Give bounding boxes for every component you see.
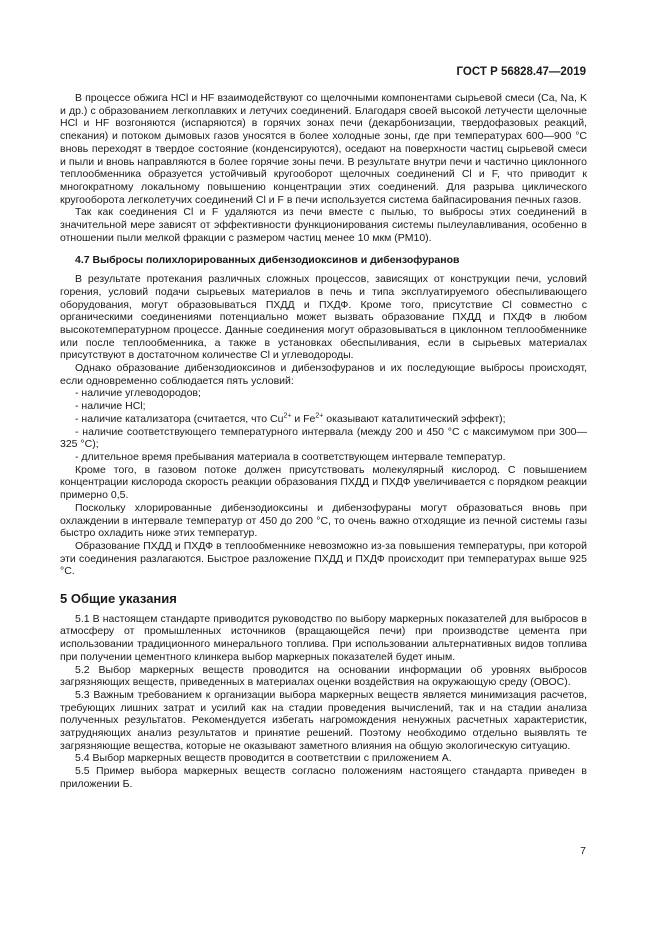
list-item: - длительное время пребывания материала в соответствующем интервале температур. bbox=[75, 450, 506, 463]
list-item: - наличие соответствующего температурного интервала (между 200 и 450 °С с максимумом при 300—325 °С); bbox=[60, 425, 587, 451]
list-item: - наличие HCl; bbox=[75, 400, 146, 413]
paragraph: Так как соединения Cl и F удаляются из печи вместе с пылью, то выбросы этих соединений в значительной мере зависят от эффективности функционирования системы пылеулавливания, особенно в отношении пыли мелкой фракции с размером частиц менее 10 мкм (PM10). bbox=[60, 206, 587, 244]
paragraph: 5.3 Важным требованием к организации выбора маркерных веществ является минимизация расчетов, требующих лишних затрат и усилий как на стадии проведения вычислений, так и на стадии анализа полученных результатов. Рекомендуется избегать нагромождения ненужных расчетных характеристик, затрудняющих анализ результатов и принятие решений. Поэтому необходимо отдельно выявлять те загрязняющие вещества, которые не оказывают заметного влияния на общую экологическую ситуацию. bbox=[60, 688, 587, 752]
paragraph: Однако образование дибензодиоксинов и дибензофуранов и их последующие выбросы происходят, если одновременно соблюдается пять условий: bbox=[60, 362, 587, 387]
paragraph: 5.2 Выбор маркерных веществ проводится на основании информации об уровнях выбросов загрязняющих веществ, приведенных в материалах оценки воздействия на окружающую среду (ОВОС). bbox=[60, 663, 587, 689]
paragraph: Поскольку хлорированные дибензодиоксины и дибензофураны могут образоваться вновь при охлаждении в интервале температур от 450 до 200 °С, то очень важно отходящие из печной системы газы быстро охладить ниже этих температур. bbox=[60, 501, 587, 540]
superscript: 2+ bbox=[315, 412, 324, 420]
list-item-text: - наличие катализатора (считается, что Cu bbox=[75, 412, 284, 425]
paragraph: 5.4 Выбор маркерных веществ проводится в соответствии с приложением А. bbox=[75, 752, 452, 765]
paragraph: 5.5 Пример выбора маркерных веществ согласно положениям настоящего стандарта приведен в приложении Б. bbox=[60, 765, 587, 790]
section-5-heading: 5 Общие указания bbox=[60, 591, 177, 607]
list-item-text: оказывают каталитический эффект); bbox=[323, 412, 506, 425]
paragraph: 5.1 В настоящем стандарте приводится руководство по выбору маркерных показателей для выбросов в атмосферу от промышленных источников (вращающейся печи) при производстве цемента при использовании традиционного минерального топлива. При использовании альтернативных видов топлива при получении цементного клинкера выбор маркерных показателей будет иным. bbox=[60, 612, 587, 663]
superscript: 2+ bbox=[283, 412, 292, 420]
document-header: ГОСТ Р 56828.47—2019 bbox=[456, 66, 586, 78]
paragraph: В результате протекания различных сложных процессов, зависящих от конструкции печи, условий горения, условий подачи сырьевых материалов в печь и типа эксплуатируемого обеспыливающего оборудования, могут образовываться ПХДД и ПХДФ. Кроме того, присутствие Cl совместно с органическими соединениями потенциально может вызвать образование ПХДД и ПХДФ в любом высокотемпературном процессе. Данные соединения могут образовываться в циклонном теплообменнике или после теплообменника, а также в установках обеспыливания, если в сырьевых материалах присутствуют в достаточном количестве Cl и углеводороды. bbox=[60, 273, 587, 362]
document-body bbox=[60, 92, 587, 791]
list-item bbox=[60, 413, 587, 426]
paragraph: Образование ПХДД и ПХДФ в теплообменнике невозможно из-за повышения температуры, при которой эти соединения разлагаются. Быстрое разложение ПХДД и ПХДФ происходит при температурах выше 925 °С. bbox=[60, 539, 587, 578]
paragraph: В процессе обжига HCl и HF взаимодействуют со щелочными компонентами сырьевой смеси (Ca, Na, K и др.) с образованием легкоплавких и летучих соединений. Благодаря своей высокой летучести щелочные HCl и HF возгоняются (испаряются) в горячих зонах печи (декарбонизации, твердофазовых реакций, спекания) и потоком дымовых газов уносятся в более холодные зоны, где при температурах 600—900 °С вновь переходят в твердое состояние (конденсируются), оседают на поверхности частиц сырьевой смеси и пыли и вновь направляются в более горячие зоны печи. В результате внутри печи и частично циклонного теплообменника образуется устойчивый кругооборот щелочных соединений Cl и F, что приводит к многократному локальному повышению концентрации этих соединений. Для разрыва циклического кругооборота легколетучих соединений Cl и F в печи используется система байпасирования печных газов. bbox=[60, 92, 587, 206]
list-item-text: и Fe bbox=[291, 412, 316, 425]
paragraph: Кроме того, в газовом потоке должен присутствовать молекулярный кислород. С повышением концентрации кислорода скорость реакции образования ПХДД и ПХДФ увеличивается с порядком реакции примерно 0,5. bbox=[60, 463, 587, 502]
section-4-7-heading: 4.7 Выбросы полихлорированных дибензодиоксинов и дибензофуранов bbox=[75, 254, 460, 267]
page-number: 7 bbox=[580, 845, 586, 857]
list-item: - наличие углеводородов; bbox=[75, 387, 201, 400]
